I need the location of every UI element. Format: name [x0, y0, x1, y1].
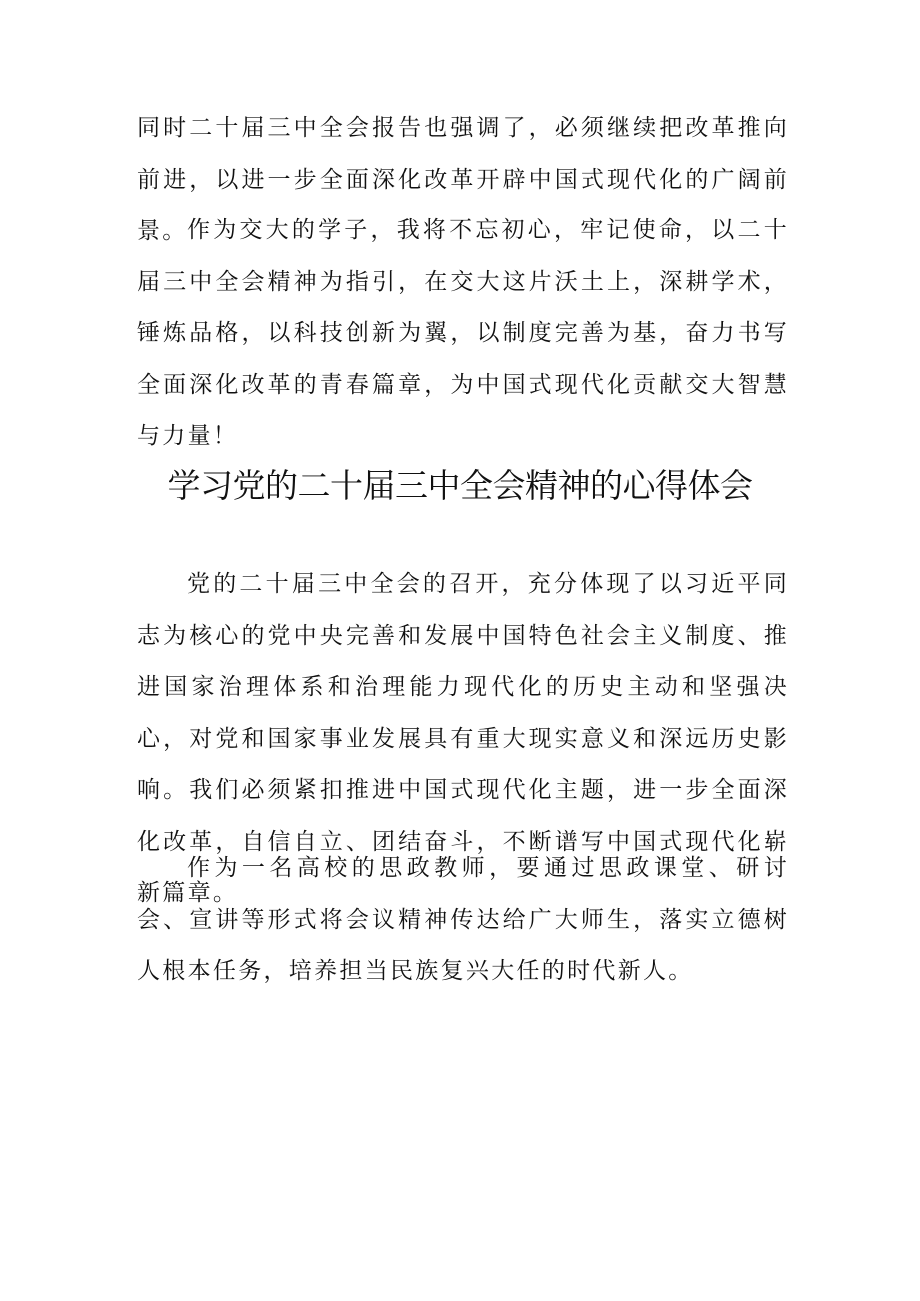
section-title: 学习党的二十届三中全会精神的心得体会 — [167, 466, 753, 505]
teacher-paragraph: 作为一名高校的思政教师，要通过思政课堂、研讨会、宣讲等形式将会议精神传达给广大师生，落实立德树人根本任务，培养担当民族复兴大任的时代新人。 — [137, 855, 789, 984]
continuation-paragraph: 同时二十届三中全会报告也强调了，必须继续把改革推向前进，以进一步全面深化改革开辟中国式现代化的广阔前景。 — [137, 115, 789, 244]
student-paragraph: 作为交大的学子，我将不忘初心，牢记使命，以二十届三中全会精神为指引，在交大这片沃土上，深耕学术，锤炼品格，以科技创新为翼，以制度完善为基，奋力书写全面深化改革的青春篇章，为中国式现代化贡献交大智慧与力量！ — [137, 217, 789, 449]
intro-paragraph: 党的二十届三中全会的召开，充分体现了以习近平同志为核心的党中央完善和发展中国特色社会主义制度、推进国家治理体系和治理能力现代化的历史主动和坚强决心，对党和国家事业发展具有重大现实意义和深远历史影响。我们必须紧扣推进中国式现代化主题，进一步全面深化改革，自信自立、团结奋斗，不断谱写中国式现代化崭新篇章。 — [137, 571, 789, 906]
